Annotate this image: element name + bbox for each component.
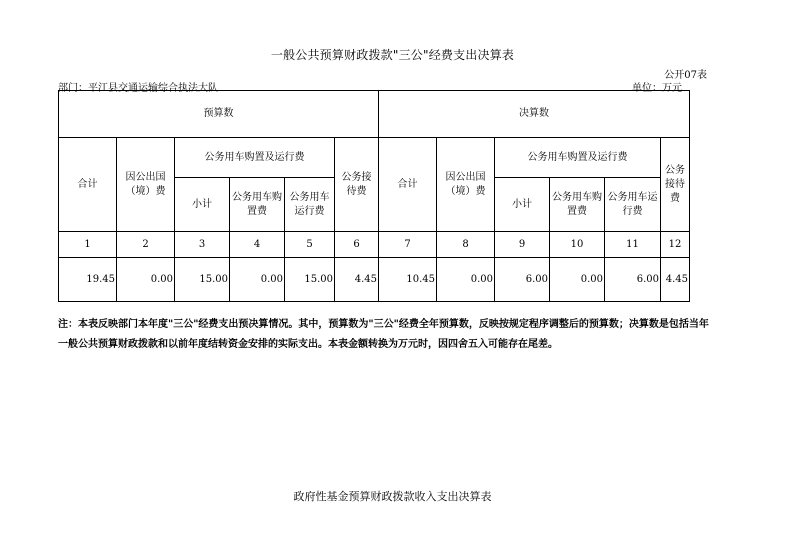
group-final: 决算数 xyxy=(379,91,690,138)
header-total: 合计 xyxy=(59,138,117,232)
col-number: 2 xyxy=(117,232,175,258)
value-final-vehicle-operation: 6.00 xyxy=(605,258,661,302)
form-number: 公开07表 xyxy=(664,70,707,81)
col-number: 9 xyxy=(495,232,550,258)
table-note: 注：本表反映部门本年度"三公"经费支出预决算情况。其中，预算数为"三公"经费全年预算数，反映按规定程序调整后的预算数；决算数是包括当年一般公共预算财政拨款和以前年度结转资金安排的实际支出。本表金额转换为万元时，因四舍五入可能存在尾差。 xyxy=(58,319,709,350)
value-final-subtotal: 6.00 xyxy=(495,258,550,302)
header-vehicle-operation: 公务用车运行费 xyxy=(605,178,661,232)
header-total: 合计 xyxy=(379,138,437,232)
unit-label: 单位：万元 xyxy=(632,83,682,94)
header-subtotal: 小计 xyxy=(495,178,550,232)
next-table-title: 政府性基金预算财政拨款收入支出决算表 xyxy=(293,490,492,503)
col-number: 10 xyxy=(550,232,605,258)
col-number: 11 xyxy=(605,232,661,258)
header-reception: 公务接待费 xyxy=(335,138,379,232)
group-budget: 预算数 xyxy=(59,91,379,138)
header-vehicle-group: 公务用车购置及运行费 xyxy=(495,138,661,178)
value-budget-reception: 4.45 xyxy=(335,258,379,302)
value-final-vehicle-purchase: 0.00 xyxy=(550,258,605,302)
header-vehicle-group: 公务用车购置及运行费 xyxy=(175,138,335,178)
header-vehicle-purchase: 公务用车购置费 xyxy=(550,178,605,232)
col-number: 8 xyxy=(437,232,495,258)
three-public-expenses-table xyxy=(58,90,690,302)
column-number-row xyxy=(59,232,690,258)
col-number: 3 xyxy=(175,232,230,258)
value-final-total: 10.45 xyxy=(379,258,437,302)
value-budget-abroad: 0.00 xyxy=(117,258,175,302)
header-subtotal: 小计 xyxy=(175,178,230,232)
col-number: 12 xyxy=(661,232,690,258)
value-budget-subtotal: 15.00 xyxy=(175,258,230,302)
col-number: 1 xyxy=(59,232,117,258)
col-number: 7 xyxy=(379,232,437,258)
value-final-reception: 4.45 xyxy=(661,258,690,302)
table-row xyxy=(59,258,690,302)
value-final-abroad: 0.00 xyxy=(437,258,495,302)
col-number: 6 xyxy=(335,232,379,258)
header-reception: 公务接待费 xyxy=(661,138,690,232)
col-number: 5 xyxy=(285,232,335,258)
header-vehicle-operation: 公务用车运行费 xyxy=(285,178,335,232)
header-vehicle-purchase: 公务用车购置费 xyxy=(230,178,285,232)
header-abroad: 因公出国（境）费 xyxy=(117,138,175,232)
table-title: 一般公共预算财政拨款"三公"经费支出决算表 xyxy=(270,48,515,62)
value-budget-vehicle-purchase: 0.00 xyxy=(230,258,285,302)
value-budget-total: 19.45 xyxy=(59,258,117,302)
value-budget-vehicle-operation: 15.00 xyxy=(285,258,335,302)
department-label: 部门：平江县交通运输综合执法大队 xyxy=(58,83,218,94)
col-number: 4 xyxy=(230,232,285,258)
header-abroad: 因公出国（境）费 xyxy=(437,138,495,232)
